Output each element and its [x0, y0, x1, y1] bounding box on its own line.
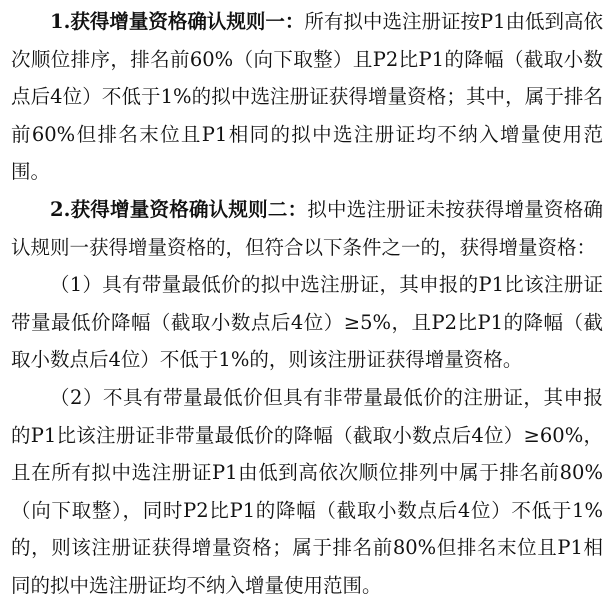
rule-two-heading: 2.获得增量资格确认规则二：	[50, 197, 308, 221]
condition-two-text: （2）不具有带量最低价但具有非带量最低价的注册证，其申报的P1比该注册证非带量最低价的降幅（截取小数点后4位）≥60%，且在所有拟中选注册证P1由低到高依次顺位排列中属于排名前80%（向下取整），同时P2比P1的降幅（截取小数点后4位）不低于1%的，则该注册证获得增量资格；属于排名前80%但排名末位且P1相同的拟中选注册证均不纳入增量使用范围。	[11, 385, 603, 597]
condition-two-paragraph	[11, 379, 603, 605]
rule-two-paragraph	[11, 191, 603, 266]
rule-two-text: 拟中选注册证未按获得增量资格确认规则一获得增量资格的，但符合以下条件之一的，获得增量资格：	[11, 197, 603, 259]
condition-one-text: （1）具有带量最低价的拟中选注册证，其申报的P1比该注册证带量最低价降幅（截取小数点后4位）≥5%，且P2比P1的降幅（截取小数点后4位）不低于1%的，则该注册证获得增量资格。	[11, 273, 603, 372]
document-body	[11, 3, 603, 605]
rule-one-paragraph	[11, 3, 603, 191]
rule-one-heading: 1.获得增量资格确认规则一：	[50, 10, 305, 33]
rule-one-text: 所有拟中选注册证按P1由低到高依次顺位排序，排名前60%（向下取整）且P2比P1的降幅（截取小数点后4位）不低于1%的拟中选注册证获得增量资格；其中，属于排名前60%但排名末位且P1相同的拟中选注册证均不纳入增量使用范围。	[11, 10, 604, 184]
condition-one-paragraph	[11, 266, 603, 379]
